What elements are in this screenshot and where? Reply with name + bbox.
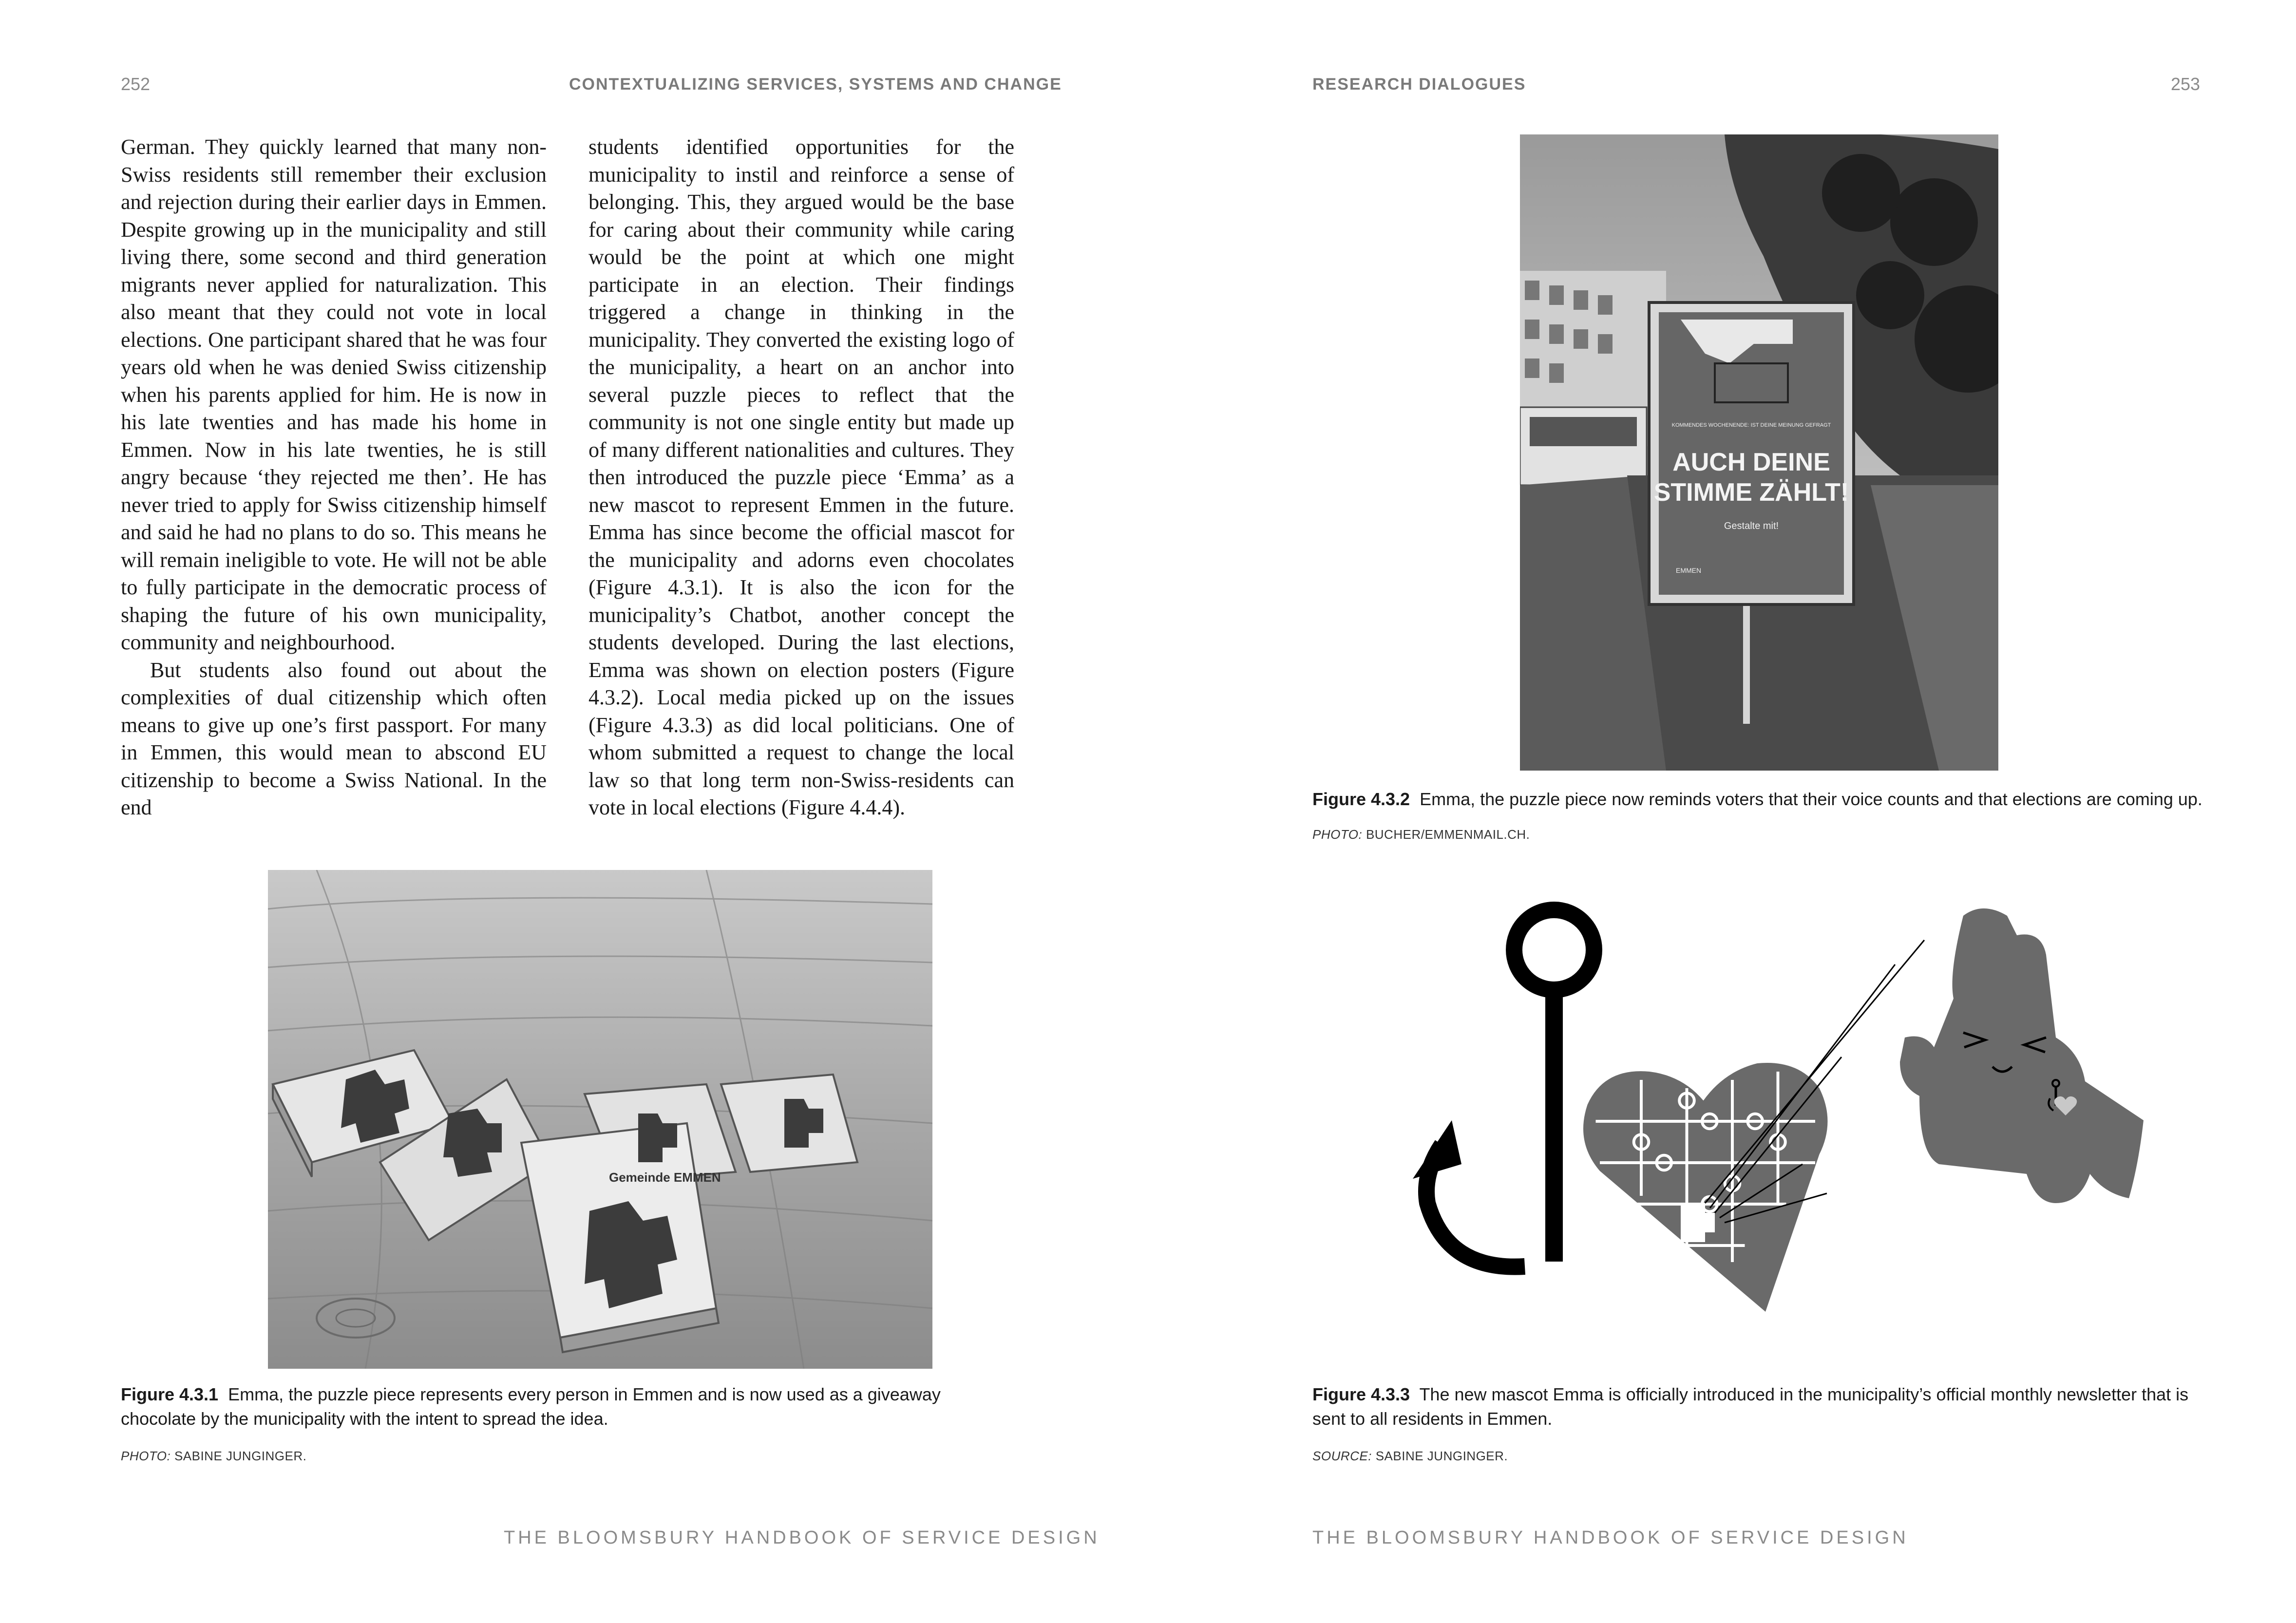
figure-caption-text: Emma, the puzzle piece now reminds voters that their voice counts and that elections are coming up.: [1420, 789, 2202, 809]
figure-4-3-3-credit: [1312, 1449, 1508, 1464]
chocolate-photo-illustration: [268, 870, 932, 1369]
election-poster-illustration: [1520, 134, 1998, 771]
anchor-heart-mascot-art: [1364, 891, 2163, 1374]
poster-logo-text: EMMEN: [1676, 566, 1702, 574]
right-page-number: 253: [2171, 74, 2201, 94]
left-running-head: CONTEXTUALIZING SERVICES, SYSTEMS AND CHANGE: [569, 75, 1062, 94]
poster-headline-1: AUCH DEINE: [1672, 448, 1830, 476]
poster-subline: Gestalte mit!: [1724, 521, 1779, 531]
chocolate-photo: [268, 870, 932, 1369]
figure-4-3-2-caption: [1312, 787, 2209, 812]
credit-label: PHOTO:: [121, 1449, 171, 1463]
credit-name: BUCHER/EMMENMAIL.CH.: [1366, 827, 1530, 842]
figure-label: Figure 4.3.1: [121, 1384, 219, 1404]
figure-4-3-2-credit: [1312, 827, 1530, 842]
left-column-2: [588, 133, 1014, 822]
paragraph: German. They quickly learned that many non-Swiss residents still remember their exclusion and rejection during their earlier days in Emmen. Despite growing up in the municipality and still living there, some second and third generation migrants never applied for naturalization. This also meant that they could not vote in local elections. One participant shared that he was four years old when he was denied Swiss citizenship when his parents applied for him. He is now in his late twenties and has made his home in Emmen. Now in his late twenties, he is still angry because ‘they rejected me then’. He has never tried to apply for Swiss citizenship himself and said he had no plans to do so. This means he will remain ineligible to vote. He will not be able to fully participate in the democratic process of shaping the future of his own municipality, community and neighbourhood.: [121, 135, 547, 654]
anchor-hook-point: [1413, 1120, 1461, 1179]
chocolate-label: Gemeinde EMMEN: [609, 1170, 721, 1185]
credit-label: SOURCE:: [1312, 1449, 1372, 1463]
figure-4-3-1-credit: [121, 1449, 306, 1464]
figure-caption-text: Emma, the puzzle piece represents every person in Emmen and is now used as a giveaway chocolate by the municipality with the intent to spread the idea.: [121, 1384, 941, 1429]
poster-small-text: KOMMENDES WOCHENENDE: IST DEINE MEINUNG GEFRAGT: [1671, 422, 1831, 428]
poster-headline-2: STIMME ZÄHLT!: [1653, 478, 1849, 507]
paragraph: students identified opportunities for the municipality to instil and reinforce a sense of belonging. This, they argued would be the base for caring about their community while caring would be the point at which one might participate in an election. Their findings triggered a change in thinking in the municipality. They converted the existing logo of the municipality, a heart on an anchor into several puzzle pieces to reflect that the community is not one single entity but made up of many different nationalities and cultures. They then introduced the puzzle piece ‘Emma’ as a new mascot to represent Emmen in the future. Emma has since become the official mascot for the municipality and adorns even chocolates (Figure 4.3.1). It is also the icon for the municipality’s Chatbot, another concept the students developed. During the last elections, Emma was shown on election posters (Figure 4.3.2). Local media picked up on the issues (Figure 4.3.3) as did local politicians. One of whom submitted a request to change the local law so that long term non-Swiss-residents can vote in local elections (Figure 4.4.4).: [588, 135, 1014, 819]
figure-label: Figure 4.3.3: [1312, 1384, 1410, 1404]
credit-name: SABINE JUNGINGER.: [174, 1449, 307, 1463]
mascot-illustration: [1364, 891, 2163, 1374]
right-running-head: RESEARCH DIALOGUES: [1312, 75, 1526, 94]
figure-4-3-3-caption: [1312, 1382, 2209, 1431]
emma-mascot: [1900, 908, 2144, 1203]
credit-name: SABINE JUNGINGER.: [1375, 1449, 1508, 1463]
left-footer: THE BLOOMSBURY HANDBOOK OF SERVICE DESIGN: [504, 1528, 1100, 1548]
figure-4-3-1-caption: [121, 1382, 1017, 1431]
anchor-shank: [1545, 989, 1563, 1262]
right-footer: THE BLOOMSBURY HANDBOOK OF SERVICE DESIGN: [1312, 1528, 1909, 1548]
left-page-number: 252: [121, 74, 151, 94]
paragraph: But students also found out about the complexities of dual citizenship which often means to give up one’s first passport. For many in Emmen, this would mean to abscond EU citizenship to become a Swiss National. In the end: [121, 658, 547, 819]
figure-label: Figure 4.3.2: [1312, 789, 1410, 809]
election-poster-photo: [1520, 134, 1998, 771]
figure-caption-text: The new mascot Emma is officially introduced in the municipality’s official monthly newsletter that is sent to all residents in Emmen.: [1312, 1384, 2189, 1429]
left-column-1: [121, 133, 547, 822]
anchor-ring: [1514, 910, 1594, 990]
credit-label: PHOTO:: [1312, 827, 1363, 842]
